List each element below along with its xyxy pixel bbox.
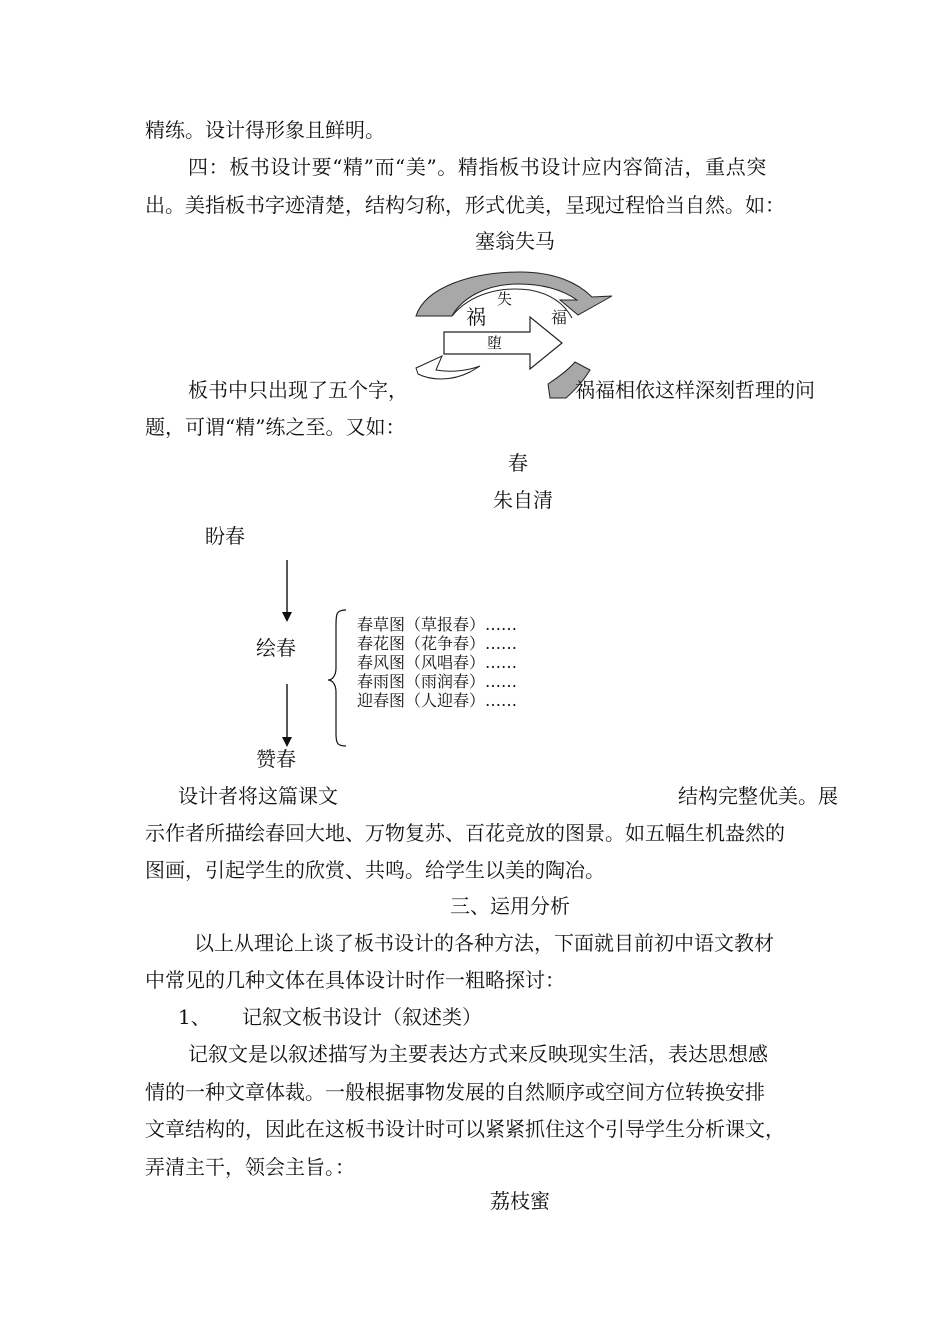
picture-item: 迎春图（人迎春）……: [357, 691, 518, 710]
picture-item: 春草图（草报春）……: [357, 615, 518, 634]
text-line: 中常见的几种文体在具体设计时作一粗略探讨：: [145, 968, 565, 992]
text-line: 图画，引起学生的欣赏、共鸣。给学生以美的陶冶。: [145, 858, 605, 882]
stage-label: 绘春: [256, 636, 296, 660]
text-line: 示作者所描绘春回大地、万物复苏、百花竞放的图景。如五幅生机盎然的: [145, 821, 785, 845]
text-line: 文章结构的，因此在这板书设计时可以紧紧抓住这个引导学生分析课文，: [145, 1117, 785, 1141]
flow-arrow-1-head: [282, 612, 292, 622]
diagram-title: 春: [508, 451, 528, 475]
text-line: 以上从理论上谈了板书设计的各种方法，下面就目前初中语文教材: [194, 931, 774, 955]
middle-straight-arrow: [444, 317, 562, 369]
diagram-title: 荔枝蜜: [490, 1189, 550, 1213]
picture-item: 春雨图（雨润春）……: [357, 672, 518, 691]
curly-brace: [328, 610, 346, 746]
text-line: 弄清主干，领会主旨。：: [145, 1155, 355, 1179]
picture-item: 春风图（风唱春）……: [357, 653, 518, 672]
text-line: 结构完整优美。展: [678, 784, 838, 808]
diagram-author: 朱自清: [493, 488, 553, 512]
text-line: 情的一种文章体裁。一般根据事物发展的自然顺序或空间方位转换安排: [145, 1080, 765, 1104]
text-line: 精练。设计得形象且鲜明。: [145, 118, 385, 142]
picture-item: 春花图（花争春）……: [357, 634, 518, 653]
text-line: 祸福相依这样深刻哲理的问: [575, 378, 815, 402]
text-line: 设计者将这篇课文: [178, 784, 338, 808]
text-line: 板书中只出现了五个字，: [188, 378, 408, 402]
list-title: 记叙文板书设计（叙述类）: [242, 1005, 482, 1029]
stage-label: 赞春: [256, 747, 296, 771]
diagram-label-shi: 失: [497, 290, 513, 308]
diagram-label-huo: 祸: [466, 305, 486, 329]
diagram-label-fu: 福: [551, 308, 568, 327]
list-number: 1、: [178, 1005, 211, 1029]
text-line: 记叙文是以叙述描写为主要表达方式来反映现实生活，表达思想感: [188, 1042, 768, 1066]
diagram-label-duo: 堕: [487, 334, 503, 352]
bottom-curved-arrow: [416, 356, 480, 379]
flow-arrow-2-head: [282, 737, 292, 747]
text-line: 四：板书设计要“精”而“美”。精指板书设计应内容简洁，重点突: [188, 155, 767, 179]
top-curved-arrow: [416, 272, 612, 316]
text-line: 出。美指板书字迹清楚，结构匀称，形式优美，呈现过程恰当自然。如：: [145, 193, 785, 217]
text-line: 题，可谓“精”练之至。又如：: [145, 415, 406, 439]
section-heading: 三、运用分析: [450, 894, 570, 918]
diagram-title: 塞翁失马: [475, 229, 555, 253]
stage-label: 盼春: [205, 524, 245, 548]
